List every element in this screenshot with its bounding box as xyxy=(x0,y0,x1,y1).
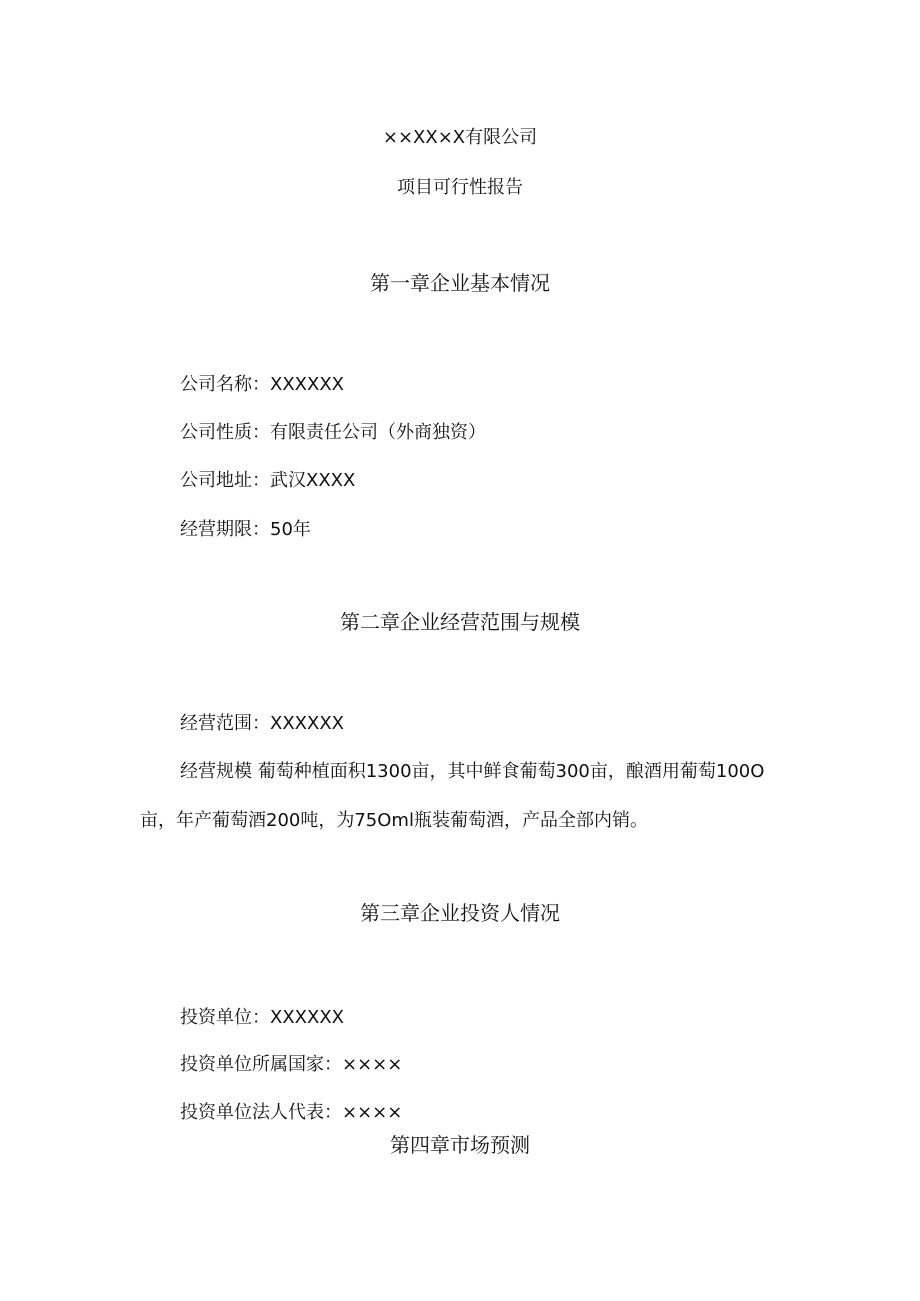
operating-period-field: 经营期限：50年 xyxy=(180,519,311,540)
investor-field: 投资单位：XXXXXX xyxy=(180,1007,344,1028)
chapter-1-title: 第一章企业基本情况 xyxy=(370,271,550,295)
company-address-field: 公司地址：武汉XXXX xyxy=(180,470,356,491)
chapter-4-title: 第四章市场预测 xyxy=(390,1133,530,1157)
report-title: 项目可行性报告 xyxy=(397,177,523,198)
business-scope-field: 经营范围：XXXXXX xyxy=(180,713,344,734)
business-scale-paragraph-line-1: 经营规模 葡萄种植面积1300亩，其中鲜食葡萄300亩，酿酒用葡萄100O xyxy=(180,761,765,782)
investor-country-field: 投资单位所属国家：×××× xyxy=(180,1054,403,1075)
business-scale-paragraph-line-2: 亩，年产葡萄酒200吨，为75Oml瓶装葡萄酒，产品全部内销。 xyxy=(140,810,648,831)
chapter-3-title: 第三章企业投资人情况 xyxy=(360,901,560,925)
investor-legal-rep-field: 投资单位法人代表：×××× xyxy=(180,1102,403,1123)
chapter-2-title: 第二章企业经营范围与规模 xyxy=(340,610,580,634)
company-name-field: 公司名称：XXXXXX xyxy=(180,374,344,395)
company-name-heading: ××XX×X有限公司 xyxy=(382,127,538,148)
company-nature-field: 公司性质：有限责任公司（外商独资） xyxy=(180,422,486,443)
